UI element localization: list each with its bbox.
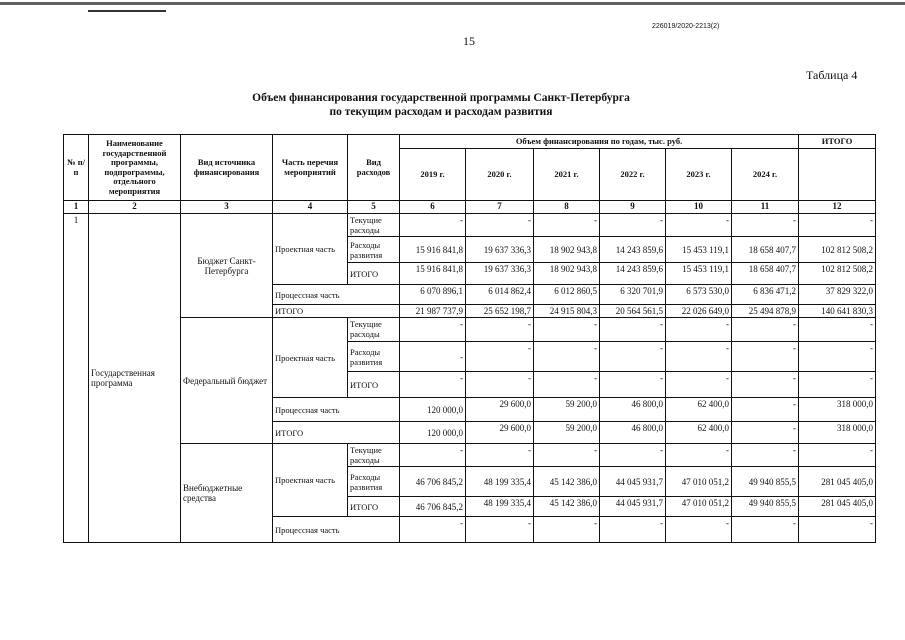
cell: 19 637 336,3: [466, 237, 534, 263]
col-index: 4: [273, 201, 348, 214]
cell: 45 142 386,0: [534, 467, 600, 497]
cell: 46 800,0: [600, 422, 666, 444]
cell: -: [400, 342, 466, 372]
cell: -: [600, 444, 666, 467]
table-label: Таблица 4: [806, 68, 858, 82]
project-part-label: Проектная часть: [273, 214, 348, 285]
itogo-label: ИТОГО: [348, 372, 400, 398]
cell: -: [666, 517, 732, 543]
cell: 281 045 405,0: [799, 497, 876, 517]
project-part-label: Проектная часть: [273, 318, 348, 398]
cell: -: [799, 444, 876, 467]
process-part-label: Процессная часть: [273, 398, 400, 422]
cell: 24 915 804,3: [534, 305, 600, 318]
source-budget: Бюджет Санкт-Петербурга: [181, 214, 273, 318]
cell: -: [732, 342, 799, 372]
cell: 46 706 845,2: [400, 497, 466, 517]
cell: 62 400,0: [666, 422, 732, 444]
cell: 6 014 862,4: [466, 285, 534, 305]
financing-table: [63, 134, 876, 543]
cell: 18 902 943,8: [534, 263, 600, 285]
cell: 120 000,0: [400, 398, 466, 422]
cell: -: [466, 318, 534, 342]
cell: 49 940 855,5: [732, 467, 799, 497]
dev-exp-label: Расходы развития: [348, 467, 400, 497]
header-num: № п/п: [64, 135, 89, 201]
cell: 318 000,0: [799, 422, 876, 444]
cell: 46 800,0: [600, 398, 666, 422]
cell: 62 400,0: [666, 398, 732, 422]
page-number: 15: [463, 34, 475, 48]
col-index: 8: [534, 201, 600, 214]
cell: 25 494 878,9: [732, 305, 799, 318]
dev-exp-label: Расходы развития: [348, 342, 400, 372]
cell: -: [400, 318, 466, 342]
current-exp-label: Текущие расходы: [348, 214, 400, 237]
cell: 47 010 051,2: [666, 467, 732, 497]
cell: 15 916 841,8: [400, 237, 466, 263]
cell: -: [666, 342, 732, 372]
cell: -: [534, 517, 600, 543]
cell: -: [400, 372, 466, 398]
cell: -: [600, 318, 666, 342]
item-number: 1: [64, 214, 89, 543]
cell: -: [666, 318, 732, 342]
cell: -: [732, 372, 799, 398]
cell: 6 012 860,5: [534, 285, 600, 305]
header-year: 2019 г.: [400, 149, 466, 201]
cell: -: [466, 444, 534, 467]
header-total-blank: [799, 149, 876, 201]
source-federal: Федеральный бюджет: [181, 318, 273, 444]
cell: 6 573 530,0: [666, 285, 732, 305]
cell: 18 902 943,8: [534, 237, 600, 263]
cell: 19 637 336,3: [466, 263, 534, 285]
cell: -: [799, 372, 876, 398]
cell: -: [666, 214, 732, 237]
header-source: Вид источника финансирования: [181, 135, 273, 201]
col-index: 2: [89, 201, 181, 214]
header-exp-type: Вид расходов: [348, 135, 400, 201]
cell: 6 836 471,2: [732, 285, 799, 305]
cell: 49 940 855,5: [732, 497, 799, 517]
cell: -: [600, 372, 666, 398]
process-part-label: Процессная часть: [273, 285, 400, 305]
cell: 48 199 335,4: [466, 467, 534, 497]
cell: -: [400, 444, 466, 467]
cell: -: [534, 214, 600, 237]
cell: -: [799, 342, 876, 372]
cell: 14 243 859,6: [600, 237, 666, 263]
cell: 281 045 405,0: [799, 467, 876, 497]
cell: 46 706 845,2: [400, 467, 466, 497]
header-year: 2024 г.: [732, 149, 799, 201]
cell: 44 045 931,7: [600, 467, 666, 497]
source-extra: Внебюджетные средства: [181, 444, 273, 543]
cell: 22 026 649,0: [666, 305, 732, 318]
header-group: Объем финансирования по годам, тыс. руб.: [400, 135, 799, 149]
cell: -: [400, 517, 466, 543]
cell: -: [732, 398, 799, 422]
cell: 318 000,0: [799, 398, 876, 422]
table-row: [64, 318, 876, 342]
project-part-label: Проектная часть: [273, 444, 348, 517]
cell: -: [732, 214, 799, 237]
scan-edge-line: [0, 2, 905, 5]
cell: -: [600, 342, 666, 372]
cell: 140 641 830,3: [799, 305, 876, 318]
itogo-label: ИТОГО: [273, 422, 400, 444]
cell: -: [600, 214, 666, 237]
cell: -: [666, 372, 732, 398]
cell: 59 200,0: [534, 398, 600, 422]
cell: 15 453 119,1: [666, 263, 732, 285]
cell: 20 564 561,5: [600, 305, 666, 318]
cell: 37 829 322,0: [799, 285, 876, 305]
col-index: 10: [666, 201, 732, 214]
table-title: [200, 91, 682, 119]
cell: 102 812 508,2: [799, 263, 876, 285]
process-part-label: Процессная часть: [273, 517, 400, 543]
cell: 29 600,0: [466, 398, 534, 422]
header-year: 2023 г.: [666, 149, 732, 201]
header-year: 2022 г.: [600, 149, 666, 201]
cell: 29 600,0: [466, 422, 534, 444]
col-index: 12: [799, 201, 876, 214]
itogo-label: ИТОГО: [348, 497, 400, 517]
cell: -: [666, 444, 732, 467]
itogo-label: ИТОГО: [348, 263, 400, 285]
header-name: Наименование государственной программы, подпрограммы, отдельного мероприятия: [89, 135, 181, 201]
cell: -: [466, 517, 534, 543]
cell: -: [534, 342, 600, 372]
cell: 15 453 119,1: [666, 237, 732, 263]
table-row: [64, 214, 876, 237]
cell: 15 916 841,8: [400, 263, 466, 285]
cell: -: [466, 214, 534, 237]
header-part: Часть перечня мероприятий: [273, 135, 348, 201]
table-row: [64, 444, 876, 467]
cell: 6 320 701,9: [600, 285, 666, 305]
document-number: 226019/2020-2213(2): [652, 23, 720, 30]
col-index: 1: [64, 201, 89, 214]
cell: 44 045 931,7: [600, 497, 666, 517]
cell: 45 142 386,0: [534, 497, 600, 517]
cell: -: [466, 372, 534, 398]
cell: -: [799, 318, 876, 342]
column-index-row: [64, 201, 876, 214]
header-total: ИТОГО: [799, 135, 876, 149]
col-index: 3: [181, 201, 273, 214]
cell: 25 652 198,7: [466, 305, 534, 318]
cell: 6 070 896,1: [400, 285, 466, 305]
cell: 120 000,0: [400, 422, 466, 444]
header-year: 2021 г.: [534, 149, 600, 201]
cell: -: [600, 517, 666, 543]
cell: 21 987 737,9: [400, 305, 466, 318]
scan-underline: [88, 10, 166, 12]
itogo-label: ИТОГО: [273, 305, 400, 318]
cell: 18 658 407,7: [732, 237, 799, 263]
cell: -: [732, 422, 799, 444]
cell: -: [732, 517, 799, 543]
program-name: Государственная программа: [89, 214, 181, 543]
header-year: 2020 г.: [466, 149, 534, 201]
col-index: 9: [600, 201, 666, 214]
cell: 48 199 335,4: [466, 497, 534, 517]
current-exp-label: Текущие расходы: [348, 318, 400, 342]
cell: -: [732, 444, 799, 467]
cell: -: [400, 214, 466, 237]
col-index: 7: [466, 201, 534, 214]
cell: -: [799, 517, 876, 543]
cell: -: [534, 444, 600, 467]
col-index: 11: [732, 201, 799, 214]
col-index: 5: [348, 201, 400, 214]
current-exp-label: Текущие расходы: [348, 444, 400, 467]
cell: -: [466, 342, 534, 372]
title-line-1: Объем финансирования государственной программы Санкт-Петербурга: [252, 92, 630, 104]
cell: 18 658 407,7: [732, 263, 799, 285]
cell: 14 243 859,6: [600, 263, 666, 285]
col-index: 6: [400, 201, 466, 214]
cell: 102 812 508,2: [799, 237, 876, 263]
cell: -: [534, 318, 600, 342]
cell: 59 200,0: [534, 422, 600, 444]
title-line-2: по текущим расходам и расходам развития: [329, 106, 553, 118]
cell: -: [534, 372, 600, 398]
cell: 47 010 051,2: [666, 497, 732, 517]
dev-exp-label: Расходы развития: [348, 237, 400, 263]
cell: -: [799, 214, 876, 237]
cell: -: [732, 318, 799, 342]
